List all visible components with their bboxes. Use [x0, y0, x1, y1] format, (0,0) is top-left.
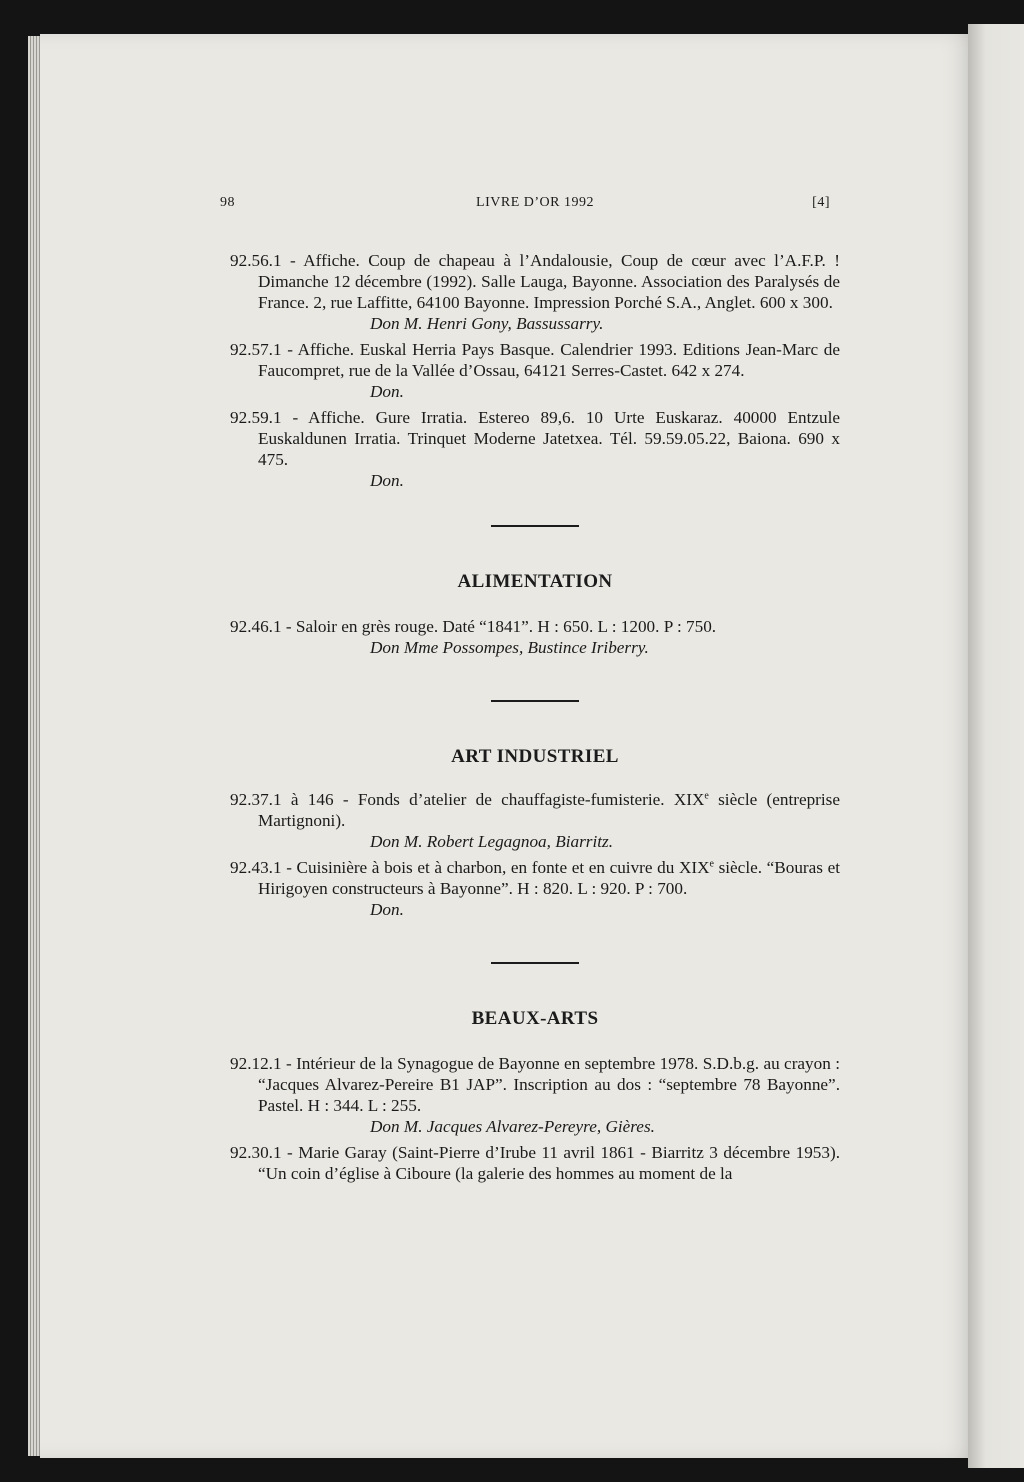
entry-text	[230, 789, 840, 831]
superscript: e	[709, 858, 714, 870]
catalog-entry	[230, 789, 840, 852]
section-title-beaux-arts: BEAUX-ARTS	[471, 1008, 599, 1029]
entry-text: 92.57.1 - Affiche. Euskal Herria Pays Basque. Calendrier 1993. Editions Jean-Marc de Faucompret, rue de la Vallée d’Ossau, 64121 Serres-Castet. 642 x 274.	[230, 340, 840, 380]
entry-donor: Don M. Jacques Alvarez-Pereyre, Gières.	[370, 1117, 655, 1136]
entry-donor: Don.	[370, 900, 404, 919]
entry-text: 92.30.1 - Marie Garay (Saint-Pierre d’Irube 11 avril 1861 - Biarritz 3 décembre 1953). “Un coin d’église à Ciboure (la galerie des hommes au moment de la	[230, 1143, 840, 1183]
section-title-art-industriel: ART INDUSTRIEL	[451, 746, 619, 767]
entry-text-part: 92.43.1 - Cuisinière à bois et à charbon, en fonte et en cuivre du XIX	[230, 858, 710, 877]
entry-donor: Don M. Henri Gony, Bassussarry.	[370, 314, 604, 333]
entry-text: 92.46.1 - Saloir en grès rouge. Daté “1841”. H : 650. L : 1200. P : 750.	[230, 617, 717, 636]
catalog-entry	[230, 857, 840, 920]
entry-text: 92.59.1 - Affiche. Gure Irratia. Estereo 89,6. 10 Urte Euskaraz. 40000 Entzule Euskaldunen Irratia. Trinquet Moderne Jatetxea. Tél. 59.59.05.22, Baiona. 690 x 475.	[230, 408, 840, 469]
running-title: LIVRE D’OR 1992	[476, 195, 594, 210]
entry-donor: Don.	[370, 471, 404, 490]
catalog-entry	[230, 616, 840, 658]
running-head	[220, 190, 840, 216]
entry-donor: Don Mme Possompes, Bustince Iriberry.	[370, 638, 649, 657]
catalog-entry	[230, 339, 840, 402]
entry-donor: Don.	[370, 382, 404, 401]
section-title-alimentation: ALIMENTATION	[457, 571, 613, 592]
page-number: 98	[220, 195, 235, 210]
catalog-entry	[230, 1053, 840, 1137]
entry-text-part: siècle (entreprise Martignoni).	[258, 790, 840, 830]
entry-text: 92.12.1 - Intérieur de la Synagogue de Bayonne en septembre 1978. S.D.b.g. au crayon : “Jacques Alvarez-Pereire B1 JAP”. Inscription au dos : “septembre 78 Bayonne”. Pastel. H : 344. L : 255.	[230, 1054, 840, 1115]
entry-text	[230, 857, 840, 899]
entry-text-part: siècle. “Bouras et Hirigoyen constructeurs à Bayonne”. H : 820. L : 920. P : 700.	[258, 858, 840, 898]
facing-page-edge	[968, 24, 1024, 1468]
catalog-entry	[230, 407, 840, 491]
page-content	[220, 190, 840, 1184]
entry-donor: Don M. Robert Legagnoa, Biarritz.	[370, 832, 614, 851]
section-marker: [4]	[812, 195, 830, 210]
entry-text: 92.56.1 - Affiche. Coup de chapeau à l’Andalousie, Coup de cœur avec l’A.F.P. ! Dimanche 12 décembre (1992). Salle Lauga, Bayonne. Association des Paralysés de France. 2, rue Laffitte, 64100 Bayonne. Impression Porché S.A., Anglet. 600 x 300.	[230, 251, 840, 312]
superscript: e	[704, 790, 709, 802]
catalog-entry	[230, 250, 840, 334]
catalog-entry	[230, 1142, 840, 1184]
entry-text-part: 92.37.1 à 146 - Fonds d’atelier de chauffagiste-fumisterie. XIX	[230, 790, 705, 809]
